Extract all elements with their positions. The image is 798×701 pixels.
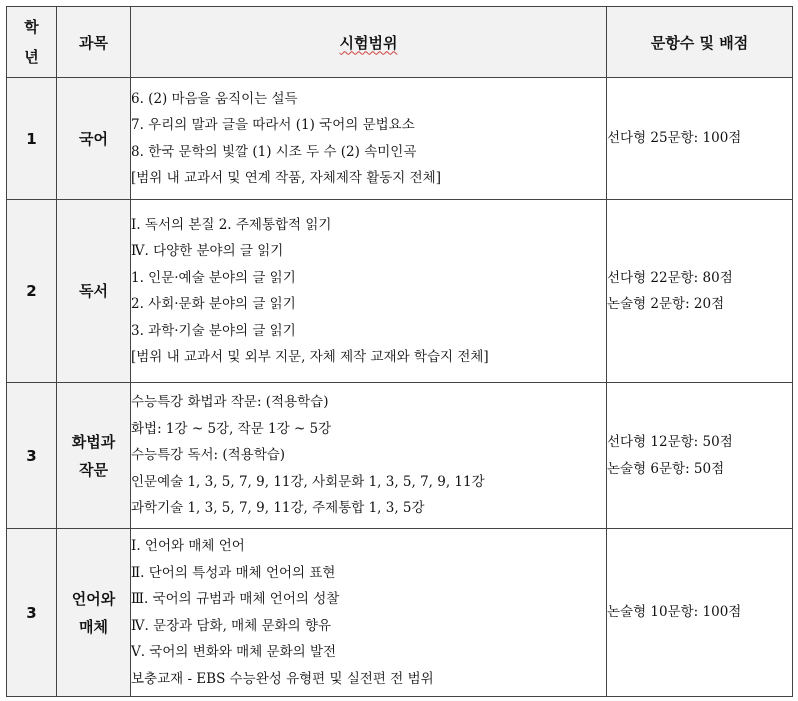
range-line: 2. 사회·문화 분야의 글 읽기: [131, 296, 296, 312]
range-line: Ⅱ. 단어의 특성과 매체 언어의 표현: [131, 564, 336, 581]
range-line: [범위 내 교과서 및 외부 지문, 자체 제작 교재와 학습지 전체]: [131, 349, 489, 365]
subject-line: 작문: [79, 460, 108, 479]
range-line: 3. 과학·기술 분야의 글 읽기: [131, 322, 296, 339]
range-line: 8. 한국 문학의 빛깔 (1) 시조 두 수 (2) 속미인곡: [131, 143, 417, 160]
table-row: [7, 78, 793, 200]
subject-cell: [57, 529, 131, 697]
grade-cell: 3: [7, 383, 57, 529]
score-cell: [607, 78, 793, 200]
range-line: Ⅳ. 문장과 담화, 매체 문화의 향유: [131, 617, 332, 634]
score-line: 논술형 10문항: 100점: [607, 604, 742, 621]
range-line: Ⅰ. 언어와 매체 언어: [131, 538, 245, 554]
range-cell: [131, 529, 607, 697]
header-subject: 과목: [57, 7, 131, 78]
score-line: 선다형 22문항: 80점: [607, 269, 733, 286]
table-row: [7, 383, 793, 529]
score-cell: [607, 529, 793, 697]
range-line: 6. (2) 마음을 움직이는 설득: [131, 90, 298, 107]
subject-line: 매체: [79, 617, 108, 636]
subject-cell: [57, 200, 131, 383]
grade-cell: 2: [7, 200, 57, 383]
subject-cell: [57, 78, 131, 200]
subject-line: 화법과: [71, 432, 116, 451]
range-line: [범위 내 교과서 및 연계 작품, 자체제작 활동지 전체]: [131, 170, 441, 186]
subject-line: 국어: [79, 129, 108, 148]
range-line: 화법: 1강 ~ 5강, 작문 1강 ~ 5강: [131, 420, 332, 437]
range-cell: [131, 78, 607, 200]
range-line: Ⅳ. 다양한 분야의 글 읽기: [131, 243, 284, 259]
score-cell: [607, 383, 793, 529]
subject-line: 언어와: [71, 589, 116, 608]
range-line: Ⅴ. 국어의 변화와 매체 문화의 발전: [131, 644, 337, 660]
exam-scope-table: [6, 6, 793, 697]
range-cell: [131, 200, 607, 383]
score-line: 논술형 2문항: 20점: [607, 296, 725, 312]
table-row: [7, 529, 793, 697]
range-line: 보충교재 - EBS 수능완성 유형편 및 실전편 전 범위: [131, 670, 434, 687]
header-range: [131, 7, 607, 78]
score-line: 논술형 6문항: 50점: [607, 460, 725, 477]
header-grade-line2: 년: [24, 48, 39, 66]
score-line: 선다형 25문항: 100점: [607, 130, 742, 147]
range-line: Ⅲ. 국어의 규범과 매체 언어의 성찰: [131, 591, 340, 607]
range-line: 수능특강 화법과 작문: (적용학습): [131, 394, 329, 411]
range-line: 7. 우리의 말과 글을 따라서 (1) 국어의 문법요소: [131, 117, 415, 133]
range-line: 수능특강 독서: (적용학습): [131, 447, 286, 464]
range-line: Ⅰ. 독서의 본질 2. 주제통합적 읽기: [131, 216, 332, 233]
score-line: 선다형 12문항: 50점: [607, 434, 733, 450]
header-grade-line1: 학: [24, 18, 39, 36]
range-cell: [131, 383, 607, 529]
range-line: 과학기술 1, 3, 5, 7, 9, 11강, 주제통합 1, 3, 5강: [131, 500, 425, 517]
grade-cell: 3: [7, 529, 57, 697]
subject-cell: [57, 383, 131, 529]
subject-line: 독서: [79, 282, 108, 300]
header-range-label: 시험범위: [339, 33, 398, 52]
score-cell: [607, 200, 793, 383]
range-line: 1. 인문·예술 분야의 글 읽기: [131, 269, 296, 286]
header-score: 문항수 및 배점: [607, 7, 793, 78]
range-line: 인문예술 1, 3, 5, 7, 9, 11강, 사회문화 1, 3, 5, 7, 9, 11강: [131, 473, 485, 490]
table-row: [7, 200, 793, 383]
grade-cell: 1: [7, 78, 57, 200]
header-grade: [7, 7, 57, 78]
header-row: [7, 7, 793, 78]
